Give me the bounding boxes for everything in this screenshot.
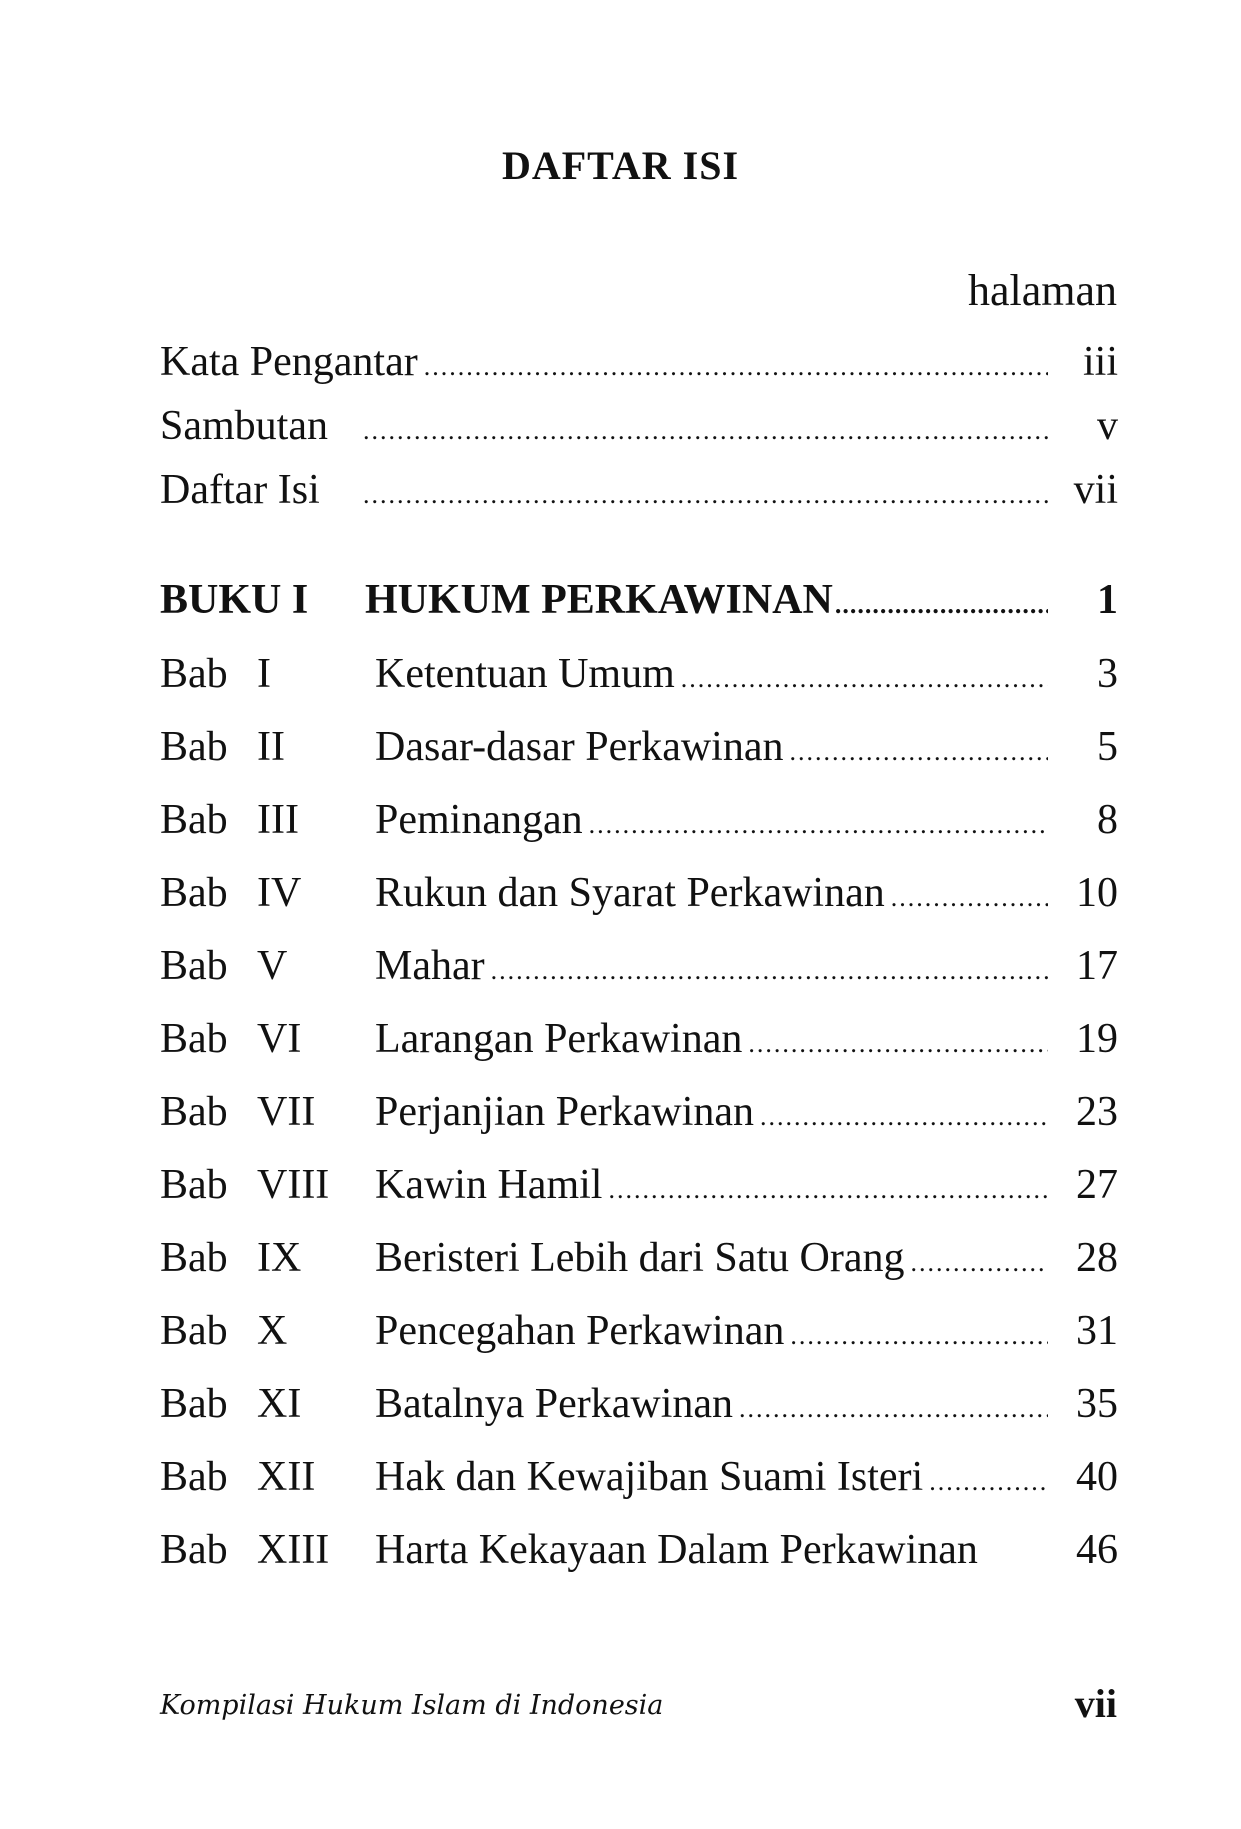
chapter-number: II — [257, 724, 285, 770]
chapter-title: Hak dan Kewajiban Suami Isteri — [375, 1454, 924, 1500]
toc-chapter-row — [160, 942, 1118, 1002]
book-label: BUKU I — [160, 577, 309, 623]
toc-entry-page: iii — [1082, 339, 1118, 385]
chapter-title: Kawin Hamil — [375, 1162, 603, 1208]
chapter-number: VIII — [257, 1162, 330, 1208]
toc-entry-title: Kata Pengantar — [160, 339, 418, 385]
chapter-label: Bab — [160, 797, 228, 843]
dot-leader — [835, 590, 1048, 620]
chapter-number: V — [257, 943, 288, 989]
book-title: HUKUM PERKAWINAN — [365, 577, 833, 623]
dot-leader — [748, 1029, 1048, 1059]
chapter-number: X — [257, 1308, 288, 1354]
chapter-label: Bab — [160, 1308, 228, 1354]
toc-chapter-row — [160, 1380, 1118, 1440]
dot-leader — [790, 1321, 1048, 1351]
chapter-number: III — [257, 797, 299, 843]
toc-chapter-row — [160, 650, 1118, 710]
toc-chapter-row — [160, 1088, 1118, 1148]
chapter-label: Bab — [160, 1235, 228, 1281]
chapter-title: Batalnya Perkawinan — [375, 1381, 734, 1427]
chapter-title: Harta Kekayaan Dalam Perkawinan — [375, 1527, 978, 1573]
chapter-label: Bab — [160, 1089, 228, 1135]
chapter-page: 5 — [1097, 724, 1118, 770]
chapter-title: Beristeri Lebih dari Satu Orang — [375, 1235, 905, 1281]
chapter-number: VII — [257, 1089, 316, 1135]
chapter-page: 40 — [1076, 1454, 1118, 1500]
dot-leader — [681, 664, 1048, 694]
toc-entry-title: Sambutan — [160, 403, 328, 449]
chapter-title: Dasar-dasar Perkawinan — [375, 724, 784, 770]
chapter-page: 8 — [1097, 797, 1118, 843]
chapter-label: Bab — [160, 724, 228, 770]
chapter-page: 19 — [1076, 1016, 1118, 1062]
dot-leader — [363, 416, 1048, 446]
dot-leader — [789, 737, 1048, 767]
book-page: 1 — [1097, 577, 1118, 623]
toc-chapter-row — [160, 1307, 1118, 1367]
dot-leader — [608, 1175, 1048, 1205]
chapter-title: Ketentuan Umum — [375, 651, 675, 697]
toc-chapter-row — [160, 1161, 1118, 1221]
toc-chapter-row — [160, 1234, 1118, 1294]
chapter-number: IV — [257, 870, 302, 916]
chapter-label: Bab — [160, 651, 228, 697]
chapter-label: Bab — [160, 870, 228, 916]
chapter-number: XI — [257, 1381, 302, 1427]
chapter-title: Pencegahan Perkawinan — [375, 1308, 785, 1354]
toc-entry-kata-pengantar — [160, 338, 1118, 398]
dot-leader — [491, 956, 1048, 986]
chapter-page: 35 — [1076, 1381, 1118, 1427]
footer-book-title: Kompilasi Hukum Islam di Indonesia — [160, 1690, 664, 1721]
toc-entry-page: v — [1097, 403, 1118, 449]
dot-leader — [891, 883, 1048, 913]
chapter-label: Bab — [160, 1016, 228, 1062]
toc-chapter-row — [160, 796, 1118, 856]
chapter-number: XIII — [257, 1527, 330, 1573]
chapter-title: Perjanjian Perkawinan — [375, 1089, 755, 1135]
toc-entry-page: vii — [1073, 467, 1118, 513]
toc-chapter-row — [160, 723, 1118, 783]
dot-leader — [589, 810, 1048, 840]
dot-leader — [739, 1394, 1048, 1424]
dot-leader — [760, 1102, 1048, 1132]
chapter-label: Bab — [160, 1527, 228, 1573]
chapter-title: Mahar — [375, 943, 485, 989]
toc-chapter-row — [160, 869, 1118, 929]
chapter-page: 27 — [1076, 1162, 1118, 1208]
chapter-title: Peminangan — [375, 797, 583, 843]
chapter-number: XII — [257, 1454, 316, 1500]
chapter-label: Bab — [160, 1381, 228, 1427]
chapter-title: Rukun dan Syarat Perkawinan — [375, 870, 885, 916]
chapter-page: 10 — [1076, 870, 1118, 916]
chapter-number: IX — [257, 1235, 302, 1281]
chapter-label: Bab — [160, 1454, 228, 1500]
dot-leader — [929, 1467, 1048, 1497]
toc-entry-daftar-isi — [160, 466, 1118, 526]
chapter-page: 46 — [1076, 1527, 1118, 1573]
toc-chapter-row — [160, 1453, 1118, 1513]
toc-entry-title: Daftar Isi — [160, 467, 320, 513]
chapter-page: 3 — [1097, 651, 1118, 697]
dot-leader — [424, 352, 1048, 382]
footer-page-number: vii — [1074, 1681, 1117, 1726]
chapter-page: 31 — [1076, 1308, 1118, 1354]
page-title: DAFTAR ISI — [501, 143, 740, 188]
chapter-title: Larangan Perkawinan — [375, 1016, 743, 1062]
chapter-number: I — [257, 651, 271, 697]
dot-leader — [911, 1248, 1048, 1278]
chapter-label: Bab — [160, 943, 228, 989]
chapter-label: Bab — [160, 1162, 228, 1208]
toc-book-heading — [160, 576, 1118, 636]
chapter-number: VI — [257, 1016, 302, 1062]
chapter-page: 23 — [1076, 1089, 1118, 1135]
dot-leader — [363, 480, 1048, 510]
toc-entry-sambutan — [160, 402, 1118, 462]
chapter-page: 28 — [1076, 1235, 1118, 1281]
toc-chapter-row — [160, 1015, 1118, 1075]
chapter-page: 17 — [1076, 943, 1118, 989]
toc-chapter-row — [160, 1526, 1118, 1586]
page-column-label: halaman — [967, 266, 1117, 315]
